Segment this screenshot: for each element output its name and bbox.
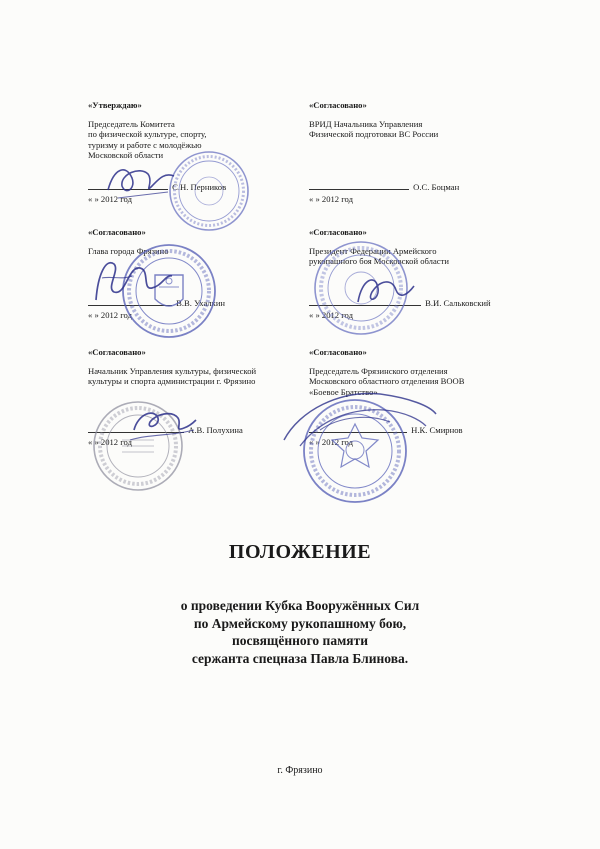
signatory-name: В.И. Сальковский [425, 298, 491, 308]
subtitle-line: о проведении Кубка Вооружённых Сил [180, 598, 420, 613]
approval-line: Председатель Фрязинского отделения [309, 365, 448, 376]
approval-line: рукопашного боя Московской области [309, 256, 449, 267]
signature-date: « » 2012 год [309, 194, 353, 204]
approval-head: «Согласовано» [88, 227, 146, 237]
signature-salkovsky-icon [352, 268, 418, 312]
approval-line: Московского областного отделения ВООВ [309, 376, 465, 387]
signature-date: « » 2012 год [88, 310, 132, 320]
signature-ukhalkin-icon [92, 254, 176, 308]
approval-head: «Согласовано» [88, 347, 146, 357]
signature-date: « » 2012 год [88, 194, 132, 204]
approval-line: Председатель Комитета [88, 118, 175, 129]
subtitle-line: сержанта спецназа Павла Блинова. [191, 650, 409, 666]
approval-line: «Боевое Братство» [309, 386, 378, 397]
signature-polukhina-icon [128, 400, 198, 448]
approval-line: Президент Федерации Армейского [309, 245, 437, 256]
signatory-name: В.В. Ухалкин [176, 298, 226, 308]
approval-line: ВРИД Начальника Управления [309, 118, 423, 129]
signatory-name: Н.К. Смирнов [411, 425, 463, 435]
approval-line: по физической культуре, спорту, [88, 129, 207, 140]
signature-line [309, 182, 459, 192]
official-stamp-icon [168, 150, 250, 232]
approval-line: Физической подготовки ВС России [309, 129, 439, 140]
approval-block-culture [88, 347, 256, 387]
subtitle-line: посвящённого памяти [232, 633, 368, 648]
city-name: г. Фрязино [277, 765, 323, 776]
approval-line: туризму и работе с молодёжью [88, 139, 202, 150]
signature-date: « » 2012 год [88, 437, 132, 447]
approval-head: «Согласовано» [309, 100, 367, 110]
approval-line: культуры и спорта администрации г. Фрязино [88, 376, 256, 387]
approval-block-ministry [309, 100, 438, 140]
document-title: ПОЛОЖЕНИЕ [228, 541, 372, 563]
approval-head: «Согласовано» [309, 347, 367, 357]
signatory-name: А.В. Полухина [188, 425, 243, 435]
signatory-name: С.Н. Перников [172, 182, 227, 192]
approval-line: Московской области [88, 150, 164, 161]
approval-line: Начальник Управления культуры, физической [88, 365, 257, 376]
signature-perkinov-icon [104, 160, 178, 204]
approval-line: Глава города Фрязино [88, 245, 169, 256]
signature-date: « » 2012 год [309, 310, 353, 320]
signature-date: « » 2012 год [309, 437, 353, 447]
approval-head: «Утверждаю» [88, 100, 142, 110]
signatory-name: О.С. Боцман [413, 182, 460, 192]
document-subtitle [0, 597, 600, 667]
approval-head: «Согласовано» [309, 227, 367, 237]
signature-smirnov-icon [280, 380, 440, 460]
subtitle-line: по Армейскому рукопашному бою, [193, 615, 407, 631]
